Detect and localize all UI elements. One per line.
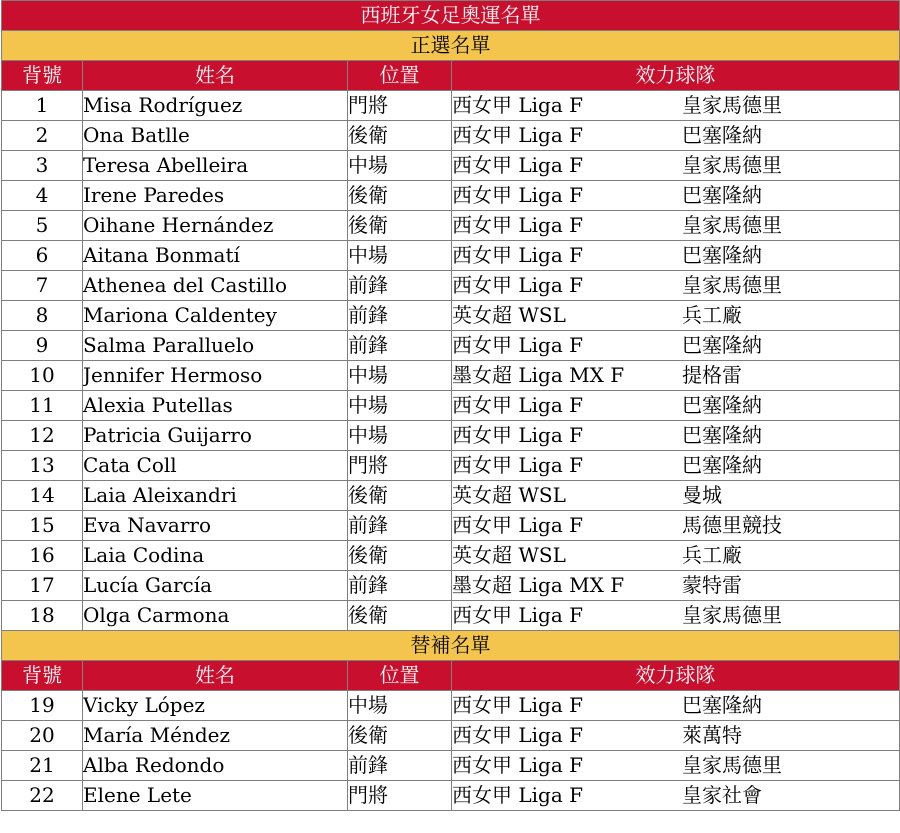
player-row — [2, 121, 900, 151]
player-league: 西女甲 Liga F — [452, 273, 583, 297]
player-club: 巴塞隆納 — [682, 453, 762, 477]
column-header-number: 背號 — [2, 661, 83, 691]
player-team — [452, 181, 900, 211]
player-number: 22 — [2, 781, 83, 811]
player-row — [2, 421, 900, 451]
player-position: 門將 — [348, 451, 452, 481]
player-team — [452, 541, 900, 571]
column-header-position: 位置 — [348, 61, 452, 91]
player-row — [2, 151, 900, 181]
player-name: Aitana Bonmatí — [83, 241, 348, 271]
player-league: 英女超 WSL — [452, 543, 566, 567]
player-name: Athenea del Castillo — [83, 271, 348, 301]
title-row — [2, 1, 900, 31]
player-row — [2, 781, 900, 811]
player-row — [2, 331, 900, 361]
player-name: Cata Coll — [83, 451, 348, 481]
player-team — [452, 241, 900, 271]
player-name: Laia Codina — [83, 541, 348, 571]
player-club: 蒙特雷 — [682, 573, 742, 597]
player-name: Ona Batlle — [83, 121, 348, 151]
player-club: 皇家馬德里 — [682, 603, 782, 627]
player-position: 前鋒 — [348, 511, 452, 541]
player-club: 皇家馬德里 — [682, 153, 782, 177]
player-row — [2, 751, 900, 781]
column-header-position: 位置 — [348, 661, 452, 691]
player-club: 兵工廠 — [682, 543, 742, 567]
column-header-number: 背號 — [2, 61, 83, 91]
starters-section-row — [2, 31, 900, 61]
player-team — [452, 91, 900, 121]
player-number: 8 — [2, 301, 83, 331]
player-row — [2, 451, 900, 481]
player-row — [2, 91, 900, 121]
player-position: 後衛 — [348, 181, 452, 211]
player-club: 萊萬特 — [682, 723, 742, 747]
player-league: 西女甲 Liga F — [452, 123, 583, 147]
player-club: 巴塞隆納 — [682, 423, 762, 447]
player-club: 曼城 — [682, 483, 722, 507]
player-position: 前鋒 — [348, 271, 452, 301]
starters-header-row — [2, 61, 900, 91]
player-row — [2, 571, 900, 601]
player-number: 21 — [2, 751, 83, 781]
player-league: 西女甲 Liga F — [452, 783, 583, 807]
player-number: 14 — [2, 481, 83, 511]
player-league: 西女甲 Liga F — [452, 153, 583, 177]
player-team — [452, 511, 900, 541]
player-league: 西女甲 Liga F — [452, 513, 583, 537]
player-league: 西女甲 Liga F — [452, 393, 583, 417]
player-club: 皇家馬德里 — [682, 753, 782, 777]
roster-body — [2, 1, 900, 811]
player-number: 18 — [2, 601, 83, 631]
player-position: 門將 — [348, 781, 452, 811]
player-row — [2, 211, 900, 241]
player-position: 中場 — [348, 241, 452, 271]
player-position: 中場 — [348, 391, 452, 421]
player-team — [452, 211, 900, 241]
player-position: 後衛 — [348, 211, 452, 241]
player-league: 西女甲 Liga F — [452, 333, 583, 357]
player-club: 馬德里競技 — [682, 513, 782, 537]
player-position: 前鋒 — [348, 571, 452, 601]
player-league: 西女甲 Liga F — [452, 693, 583, 717]
player-club: 巴塞隆納 — [682, 693, 762, 717]
column-header-team: 效力球隊 — [452, 661, 900, 691]
player-name: Jennifer Hermoso — [83, 361, 348, 391]
player-row — [2, 301, 900, 331]
player-club: 皇家馬德里 — [682, 273, 782, 297]
player-team — [452, 601, 900, 631]
player-name: Teresa Abelleira — [83, 151, 348, 181]
player-club: 皇家馬德里 — [682, 213, 782, 237]
player-position: 後衛 — [348, 721, 452, 751]
player-position: 前鋒 — [348, 331, 452, 361]
player-league: 西女甲 Liga F — [452, 183, 583, 207]
player-number: 12 — [2, 421, 83, 451]
player-team — [452, 691, 900, 721]
player-league: 墨女超 Liga MX F — [452, 363, 625, 387]
player-team — [452, 391, 900, 421]
player-team — [452, 421, 900, 451]
player-row — [2, 271, 900, 301]
player-league: 西女甲 Liga F — [452, 243, 583, 267]
player-number: 20 — [2, 721, 83, 751]
substitutes-header-row — [2, 661, 900, 691]
player-position: 前鋒 — [348, 751, 452, 781]
player-name: Alba Redondo — [83, 751, 348, 781]
substitutes-section-row — [2, 631, 900, 661]
player-name: Patricia Guijarro — [83, 421, 348, 451]
player-league: 英女超 WSL — [452, 483, 566, 507]
player-row — [2, 481, 900, 511]
player-position: 後衛 — [348, 481, 452, 511]
player-club: 提格雷 — [682, 363, 742, 387]
player-position: 中場 — [348, 691, 452, 721]
player-row — [2, 511, 900, 541]
player-number: 4 — [2, 181, 83, 211]
player-row — [2, 691, 900, 721]
player-row — [2, 601, 900, 631]
player-row — [2, 241, 900, 271]
player-row — [2, 391, 900, 421]
player-club: 巴塞隆納 — [682, 123, 762, 147]
player-name: Misa Rodríguez — [83, 91, 348, 121]
player-number: 5 — [2, 211, 83, 241]
player-name: Olga Carmona — [83, 601, 348, 631]
player-number: 15 — [2, 511, 83, 541]
player-position: 中場 — [348, 151, 452, 181]
player-row — [2, 541, 900, 571]
player-league: 西女甲 Liga F — [452, 93, 583, 117]
player-name: Oihane Hernández — [83, 211, 348, 241]
player-league: 西女甲 Liga F — [452, 723, 583, 747]
roster-table — [1, 0, 900, 811]
player-team — [452, 721, 900, 751]
player-position: 後衛 — [348, 541, 452, 571]
player-club: 巴塞隆納 — [682, 393, 762, 417]
player-name: Elene Lete — [83, 781, 348, 811]
player-name: Salma Paralluelo — [83, 331, 348, 361]
player-league: 西女甲 Liga F — [452, 213, 583, 237]
player-club: 巴塞隆納 — [682, 243, 762, 267]
player-name: Laia Aleixandri — [83, 481, 348, 511]
player-position: 中場 — [348, 421, 452, 451]
player-position: 後衛 — [348, 601, 452, 631]
player-name: Lucía García — [83, 571, 348, 601]
player-club: 巴塞隆納 — [682, 333, 762, 357]
player-position: 門將 — [348, 91, 452, 121]
column-header-name: 姓名 — [83, 661, 348, 691]
player-team — [452, 781, 900, 811]
player-number: 17 — [2, 571, 83, 601]
player-number: 3 — [2, 151, 83, 181]
player-club: 皇家社會 — [682, 783, 762, 807]
player-position: 前鋒 — [348, 301, 452, 331]
player-team — [452, 451, 900, 481]
player-league: 西女甲 Liga F — [452, 453, 583, 477]
player-league: 西女甲 Liga F — [452, 753, 583, 777]
player-name: Vicky López — [83, 691, 348, 721]
column-header-team: 效力球隊 — [452, 61, 900, 91]
player-team — [452, 271, 900, 301]
player-name: Eva Navarro — [83, 511, 348, 541]
player-row — [2, 181, 900, 211]
player-number: 10 — [2, 361, 83, 391]
player-row — [2, 361, 900, 391]
starters-section-label: 正選名單 — [2, 31, 900, 61]
player-position: 後衛 — [348, 121, 452, 151]
player-name: Alexia Putellas — [83, 391, 348, 421]
player-club: 兵工廠 — [682, 303, 742, 327]
player-league: 西女甲 Liga F — [452, 603, 583, 627]
player-number: 6 — [2, 241, 83, 271]
roster-title: 西班牙女足奧運名單 — [2, 1, 900, 31]
player-club: 皇家馬德里 — [682, 93, 782, 117]
player-team — [452, 571, 900, 601]
player-team — [452, 301, 900, 331]
column-header-name: 姓名 — [83, 61, 348, 91]
player-name: Irene Paredes — [83, 181, 348, 211]
player-team — [452, 151, 900, 181]
player-number: 13 — [2, 451, 83, 481]
player-number: 9 — [2, 331, 83, 361]
player-number: 11 — [2, 391, 83, 421]
player-number: 2 — [2, 121, 83, 151]
player-name: María Méndez — [83, 721, 348, 751]
player-team — [452, 121, 900, 151]
player-position: 中場 — [348, 361, 452, 391]
player-number: 1 — [2, 91, 83, 121]
player-league: 墨女超 Liga MX F — [452, 573, 625, 597]
player-number: 7 — [2, 271, 83, 301]
player-number: 19 — [2, 691, 83, 721]
player-team — [452, 361, 900, 391]
substitutes-section-label: 替補名單 — [2, 631, 900, 661]
player-number: 16 — [2, 541, 83, 571]
player-team — [452, 751, 900, 781]
player-team — [452, 481, 900, 511]
player-league: 英女超 WSL — [452, 303, 566, 327]
player-row — [2, 721, 900, 751]
player-name: Mariona Caldentey — [83, 301, 348, 331]
player-league: 西女甲 Liga F — [452, 423, 583, 447]
player-team — [452, 331, 900, 361]
player-club: 巴塞隆納 — [682, 183, 762, 207]
